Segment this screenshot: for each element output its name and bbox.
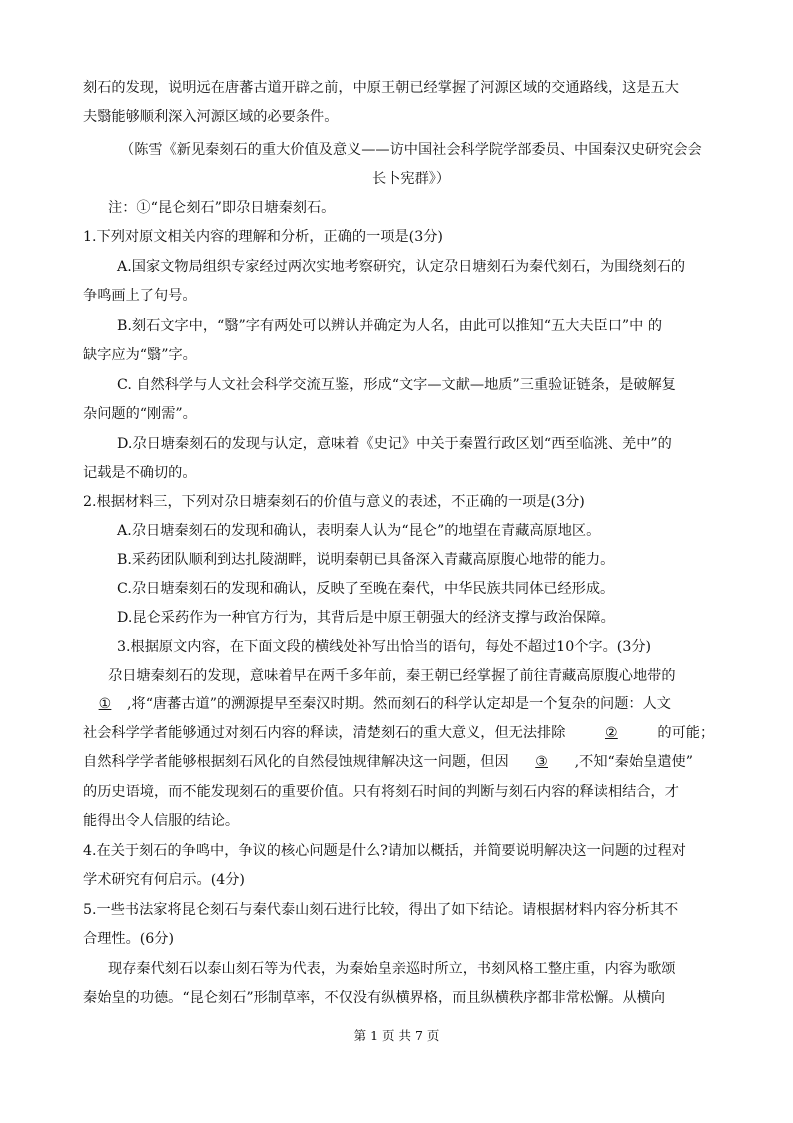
blank-1[interactable]: ① [98, 696, 112, 712]
question-5-stem: 5.一些书法家将昆仑刻石与秦代泰山刻石进行比较，得出了如下结论。请根据材料内容分析其不 [83, 902, 679, 918]
passage-line: ① ,将“唐蕃古道”的溯源提早至秦汉时期。然而刻石的科学认定却是一个复杂的问题：人文 [83, 694, 671, 714]
option-d: D.昆仑采药作为一种官方行为，其背后是中原王朝强大的经济支撑与政治保障。 [117, 610, 615, 626]
option-d-cont: 记载是不确切的。 [83, 465, 197, 481]
question-1-stem: 1.下列对原文相关内容的理解和分析，正确的一项是(3分) [83, 229, 443, 245]
question-5-cont: 合理性。(6分) [83, 931, 175, 947]
question-4-stem: 4.在关于刻石的争鸣中，争议的核心问题是什么?请加以概括，并简要说明解决这一问题的过程对 [83, 843, 686, 859]
question-4-cont: 学术研究有何启示。(4分) [83, 872, 245, 888]
option-a: A.国家文物局组织专家经过两次实地考察研究，认定尕日塘刻石为秦代刻石，为围绕刻石的 [117, 259, 686, 275]
passage-line: 自然科学学者能够根据刻石风化的自然侵蚀规律解决这一问题，但因 ③ ,不知“秦始皇遣使” [83, 754, 693, 770]
page-footer: 第 1 页 共 7 页 [353, 1028, 440, 1043]
question-3-stem: 3.根据原文内容，在下面文段的横线处补写出恰当的语句，每处不超过10个字。(3分) [117, 639, 652, 655]
question-2-stem: 2.根据材料三，下列对尕日塘秦刻石的价值与意义的表述，不正确的一项是(3分) [83, 494, 585, 510]
citation-line: （陈雪《新见秦刻石的重大价值及意义——访中国社会科学院学部委员、中国秦汉史研究会会 [120, 142, 702, 158]
option-b-cont: 缺字应为“翳”字。 [83, 347, 197, 363]
passage-line: 秦始皇的功德。“昆仑刻石”形制草率，不仅没有纵横界格，而且纵横秩序都非常松懈。从横向 [83, 990, 666, 1006]
blank-3[interactable]: ③ [535, 754, 548, 770]
option-d: D.尕日塘秦刻石的发现与认定，意味着《史记》中关于秦置行政区划“西至临洮、羌中”的 [117, 436, 672, 452]
blank-2[interactable]: ② [605, 725, 618, 741]
paragraph-line: 夫翳能够顺利深入河源区域的必要条件。 [83, 109, 339, 125]
option-c: C. 自然科学与人文社会科学交流互鉴，形成“文字—文献—地质”三重验证链条，是破解复 [117, 377, 676, 393]
option-b: B.采药团队顺利到达扎陵湖畔，说明秦朝已具备深入青藏高原腹心地带的能力。 [117, 552, 615, 568]
option-c: C.尕日塘秦刻石的发现和确认，反映了至晚在秦代，中华民族共同体已经形成。 [117, 581, 615, 597]
option-a: A.尕日塘秦刻石的发现和确认，表明秦人认为“昆仑”的地望在青藏高原地区。 [117, 523, 601, 539]
passage-line: 能得出令人信服的结论。 [83, 813, 240, 829]
passage-line: 的历史语境，而不能发现刻石的重要价值。只有将刻石时间的判断与刻石内容的释读相结合，才 [83, 784, 679, 800]
option-b: B.刻石文字中，“翳”字有两处可以辨认并确定为人名，由此可以推知“五大夫臣口”中 的 [117, 318, 663, 334]
option-a-cont: 争鸣画上了句号。 [83, 288, 197, 304]
paragraph-line: 刻石的发现，说明远在唐蕃古道开辟之前，中原王朝已经掌握了河源区域的交通路线，这是五大 [83, 80, 679, 96]
passage-line: 尕日塘秦刻石的发现，意味着早在两千多年前，秦王朝已经掌握了前往青藏高原腹心地带的 [108, 668, 676, 684]
option-c-cont: 杂问题的“刚需”。 [83, 406, 197, 422]
passage-line: 社会科学学者能够通过对刻石内容的释读，清楚刻石的重大意义，但无法排除 ② 的可能； [83, 725, 715, 741]
passage-line: 现存秦代刻石以泰山刻石等为代表，为秦始皇亲巡时所立，书刻风格工整庄重，内容为歌颂 [108, 961, 676, 977]
note-line: 注：①“昆仑刻石”即尕日塘秦刻石。 [108, 200, 336, 216]
citation-line: 长卜宪群》） [372, 171, 451, 187]
